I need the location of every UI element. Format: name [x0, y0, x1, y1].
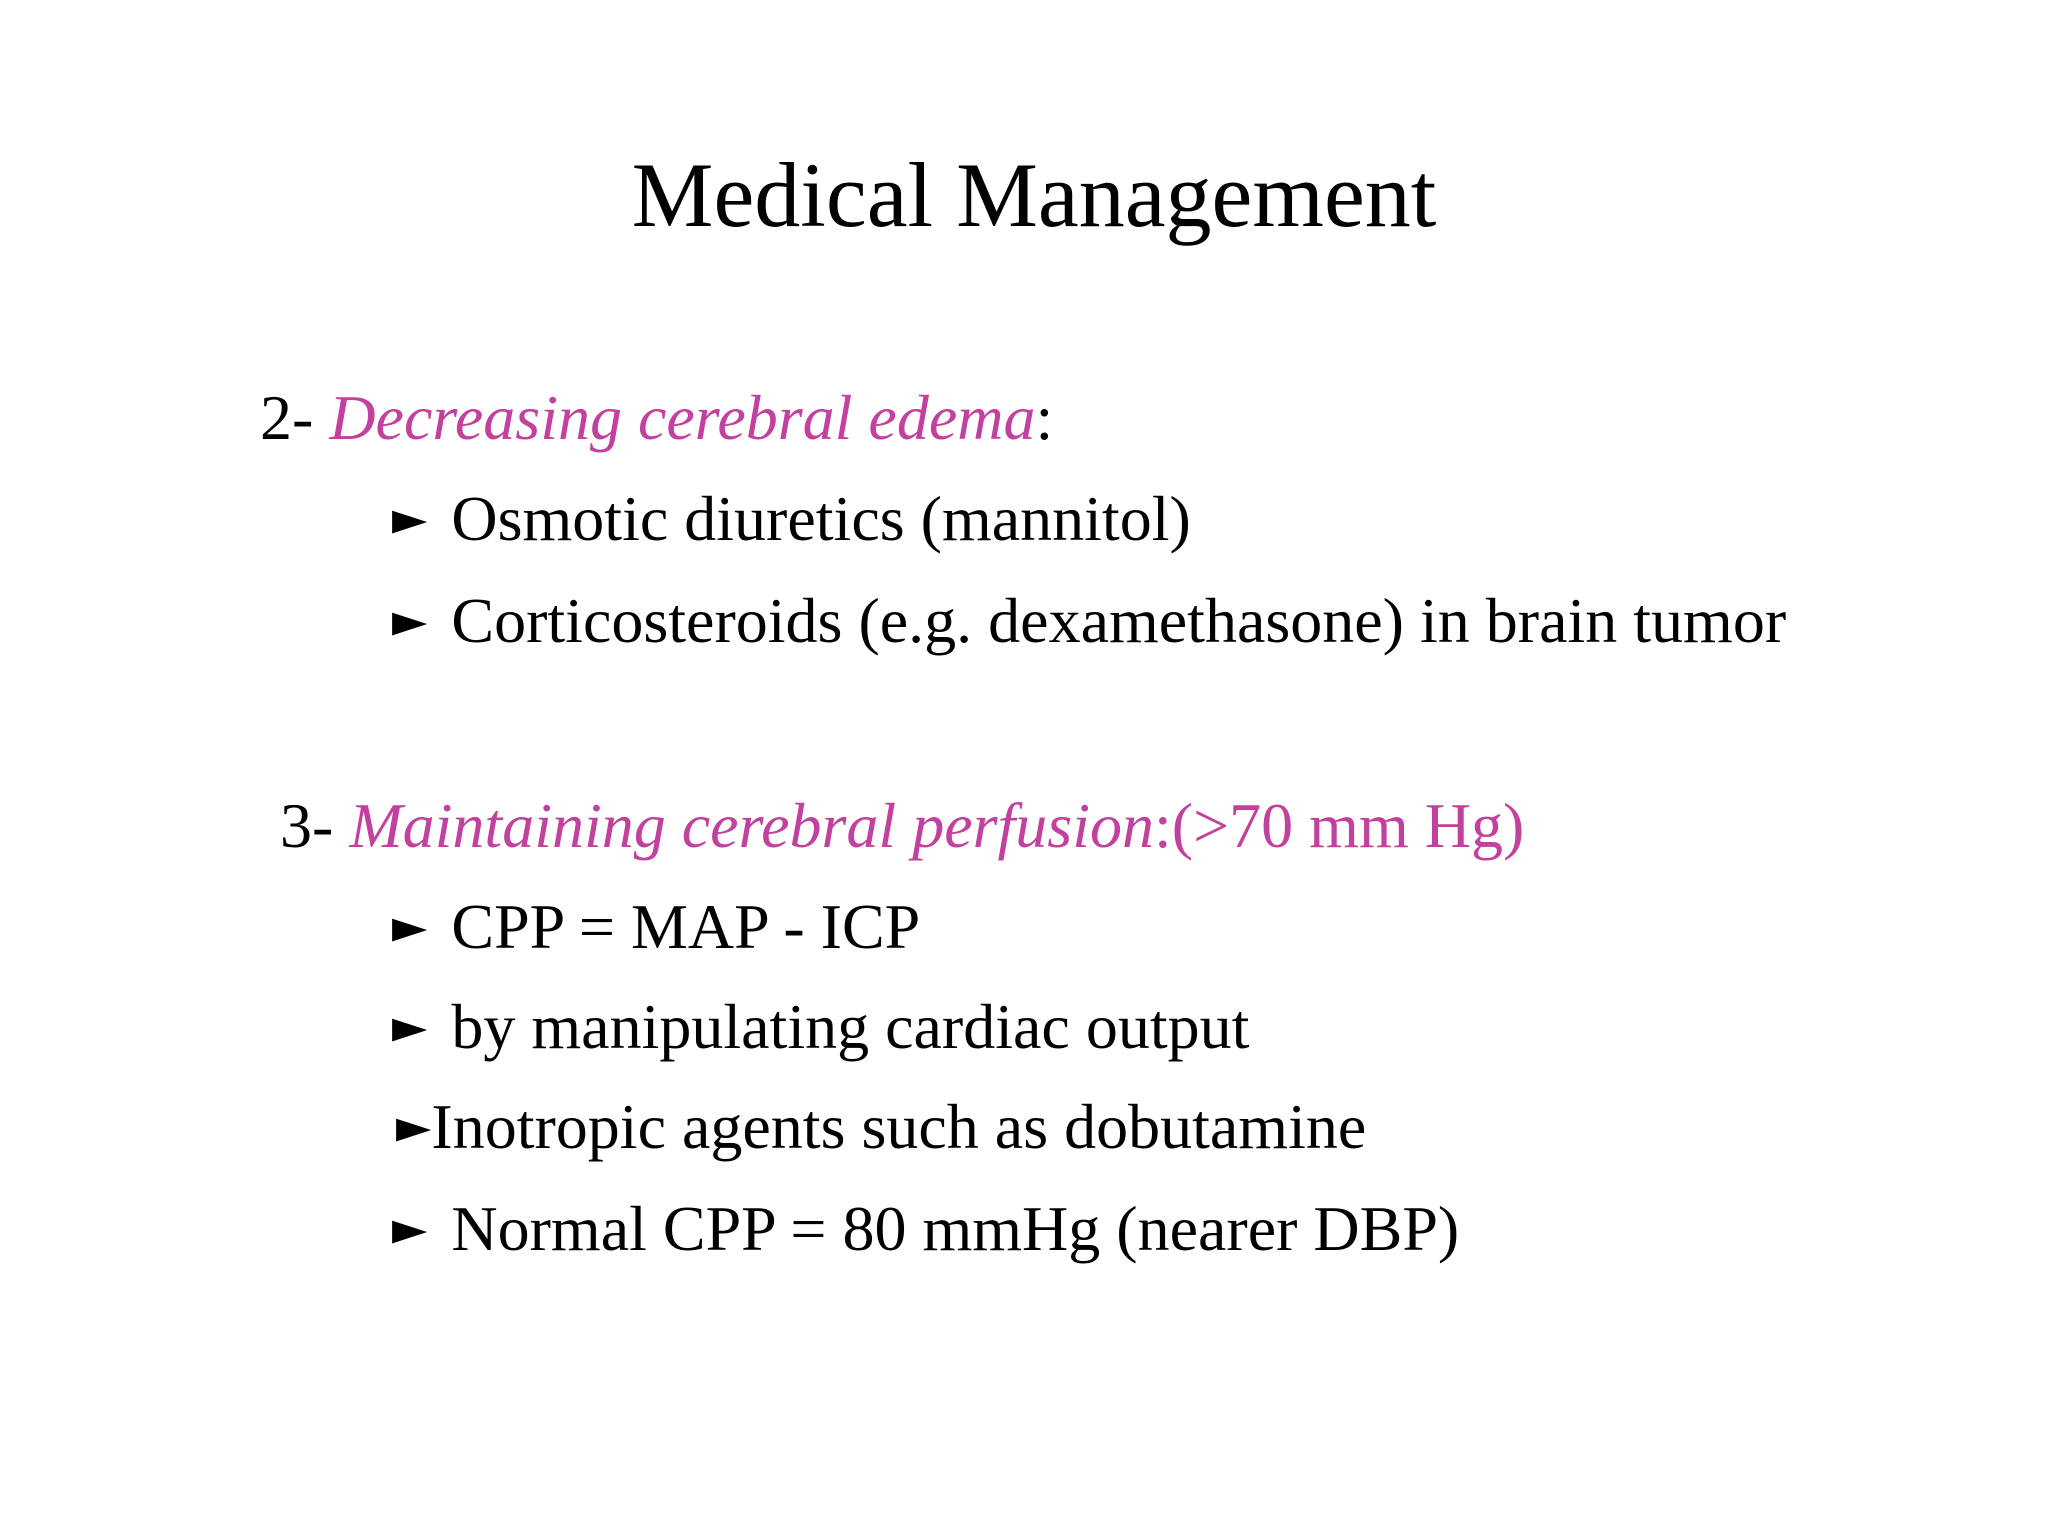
section-2-heading [260, 378, 1053, 458]
section-2-number: 2- [260, 382, 330, 453]
section-3-suffix: :(>70 mm Hg) [1153, 790, 1525, 861]
list-item [392, 986, 1249, 1067]
bullet-arrow-icon: ► [392, 999, 428, 1053]
section-3-title: Maintaining cerebral perfusion [349, 790, 1154, 861]
list-item-text: CPP = MAP - ICP [451, 891, 921, 962]
list-item-text: Normal CPP = 80 mmHg (nearer DBP) [451, 1193, 1460, 1264]
bullet-arrow-icon: ► [392, 1201, 428, 1255]
list-item-text: Inotropic agents such as dobutamine [431, 1091, 1367, 1162]
list-item [392, 580, 1786, 661]
section-3-number: 3- [280, 790, 350, 861]
list-item [392, 1188, 1459, 1269]
list-item [392, 886, 920, 967]
bullet-arrow-icon: ► [392, 593, 428, 647]
list-item-text: Corticosteroids (e.g. dexamethasone) in brain tumor [451, 585, 1787, 656]
section-2-title: Decreasing cerebral edema [329, 382, 1036, 453]
section-3-heading [280, 786, 1524, 866]
list-item-text: Osmotic diuretics (mannitol) [451, 483, 1191, 554]
bullet-arrow-icon: ► [392, 899, 428, 953]
slide-title: Medical Management [631, 144, 1437, 246]
section-2-colon: : [1035, 382, 1054, 453]
list-item [396, 1086, 1366, 1167]
bullet-arrow-icon: ► [392, 491, 428, 545]
list-item [392, 478, 1191, 559]
list-item-text: by manipulating cardiac output [451, 991, 1250, 1062]
bullet-arrow-icon: ► [396, 1099, 432, 1153]
